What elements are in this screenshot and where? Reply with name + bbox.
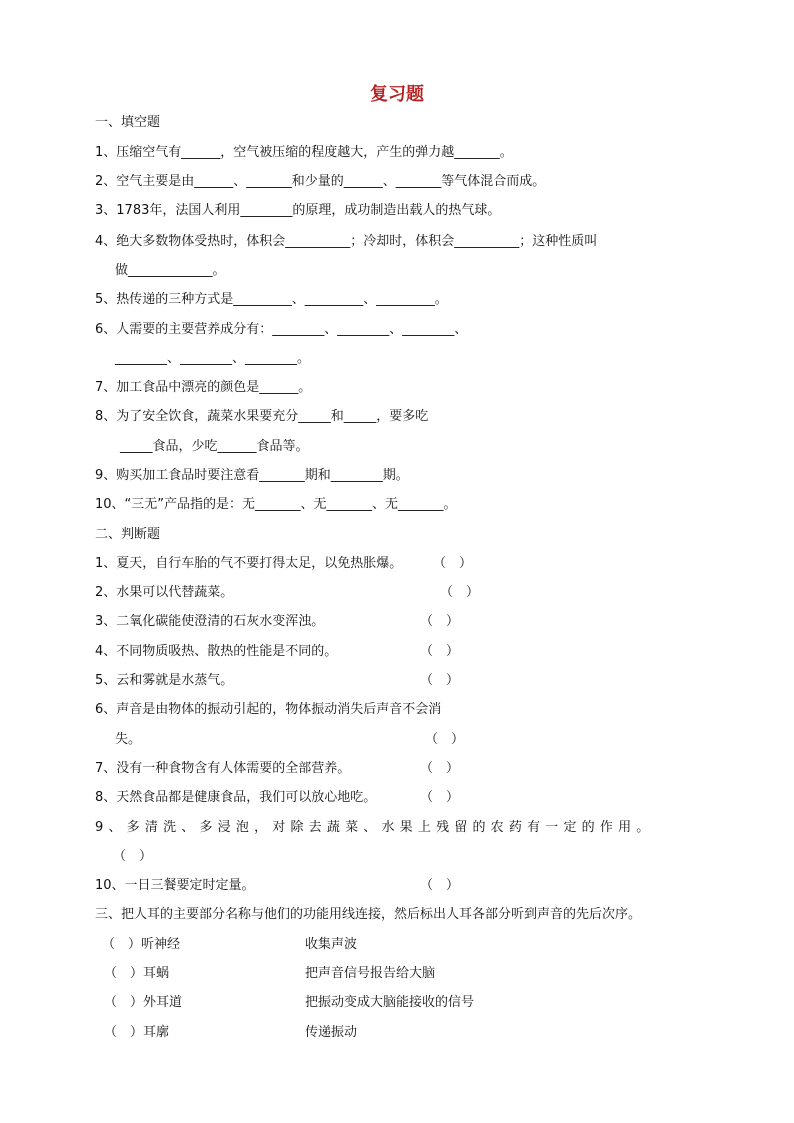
match-right-item-1: 收集声波 — [305, 937, 358, 952]
question-10: 10、“三无”产品指的是：无_______、无_______、无_______。 — [95, 497, 457, 512]
question-3: 3、1783年，法国人利用________的原理，成功制造出载人的热气球。 — [95, 203, 501, 218]
question-1: 1、压缩空气有______，空气被压缩的程度越大，产生的弹力越_______。 — [95, 145, 513, 160]
tf-item-6-line-1: 6、声音是由物体的振动引起的，物体振动消失后声音不会消 — [95, 702, 442, 717]
tf-answer-paren-10: （ ） — [420, 878, 460, 893]
tf-answer-paren-4: （ ） — [420, 644, 460, 659]
tf-answer-paren-7: （ ） — [420, 761, 460, 776]
question-8-line-2: _____食品，少吃______食品等。 — [120, 439, 309, 454]
match-right-item-4: 传递振动 — [305, 1025, 358, 1040]
tf-answer-paren-6: （ ） — [425, 732, 465, 747]
question-9: 9、购买加工食品时要注意看_______期和________期。 — [95, 468, 409, 483]
page-title: 复习题 — [370, 84, 424, 105]
question-4-line-2: 做_____________。 — [115, 263, 226, 278]
tf-answer-paren-8: （ ） — [420, 790, 460, 805]
match-left-item-1: （ ）听神经 — [102, 937, 181, 952]
tf-item-7: 7、没有一种食物含有人体需要的全部营养。 — [95, 761, 351, 776]
question-4-line-1: 4、绝大多数物体受热时，体积会__________；冷却时，体积会__________；这种性质叫 — [95, 234, 598, 249]
section-heading-fill-blanks: 一、填空题 — [95, 115, 161, 130]
match-right-item-2: 把声音信号报告给大脑 — [305, 966, 436, 981]
question-2: 2、空气主要是由______、_______和少量的______、_______等气体混合而成。 — [95, 174, 546, 189]
tf-answer-paren-3: （ ） — [420, 614, 460, 629]
section-heading-true-false: 二、判断题 — [95, 527, 161, 542]
tf-answer-paren-2: （ ） — [440, 585, 480, 600]
question-7: 7、加工食品中漂亮的颜色是______。 — [95, 380, 312, 395]
tf-item-4: 4、不同物质吸热、散热的性能是不同的。 — [95, 644, 338, 659]
question-6-line-2: ________、________、________。 — [115, 351, 311, 366]
tf-item-2: 2、水果可以代替蔬菜。 — [95, 585, 234, 600]
match-left-item-4: （ ）耳廓 — [104, 1025, 170, 1040]
tf-item-3: 3、二氧化碳能使澄清的石灰水变浑浊。 — [95, 614, 325, 629]
tf-item-5: 5、云和雾就是水蒸气。 — [95, 673, 234, 688]
match-left-item-3: （ ）外耳道 — [104, 995, 183, 1010]
question-6-line-1: 6、人需要的主要营养成分有：________、________、________、 — [95, 322, 468, 337]
tf-answer-paren-9: （ ） — [113, 849, 153, 864]
tf-item-1: 1、夏天，自行车胎的气不要打得太足，以免热胀爆。 — [95, 556, 403, 571]
match-left-item-2: （ ）耳蜗 — [104, 966, 170, 981]
section-heading-matching: 三、把人耳的主要部分名称与他们的功能用线连接，然后标出人耳各部分听到声音的先后次序。 — [95, 907, 642, 922]
tf-answer-paren-5: （ ） — [420, 673, 460, 688]
question-5: 5、热传递的三种方式是_________、_________、_________。 — [95, 292, 448, 307]
match-right-item-3: 把振动变成大脑能接收的信号 — [305, 995, 475, 1010]
tf-item-10: 10、一日三餐要定时定量。 — [95, 878, 255, 893]
tf-answer-paren-1: （ ） — [433, 556, 473, 571]
question-8-line-1: 8、为了安全饮食，蔬菜水果要充分_____和_____，要多吃 — [95, 409, 429, 424]
tf-item-9: 9、多清洗、多浸泡，对除去蔬菜、水果上残留的农药有一定的作用。 — [95, 820, 655, 835]
tf-item-8: 8、天然食品都是健康食品，我们可以放心地吃。 — [95, 790, 377, 805]
tf-item-6-line-2: 失。 — [115, 732, 142, 747]
